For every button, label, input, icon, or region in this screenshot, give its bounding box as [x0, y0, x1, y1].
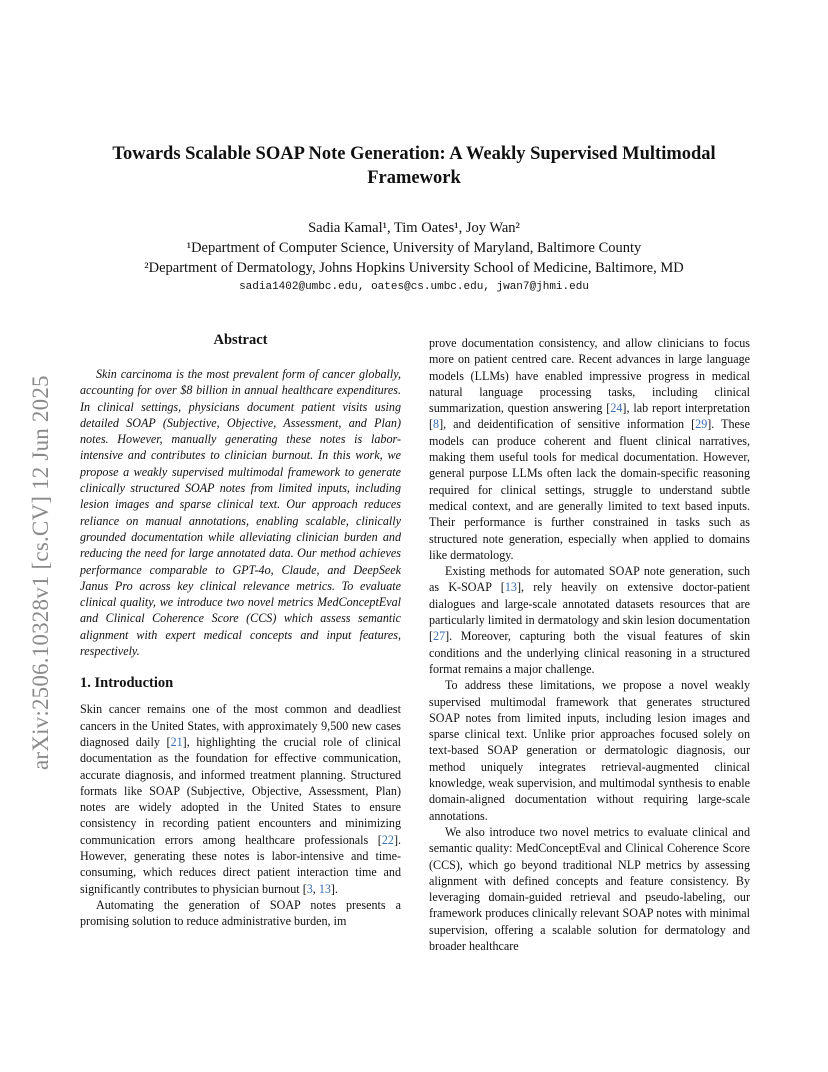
intro-paragraph-2-cont	[429, 335, 750, 563]
citation-link[interactable]: 8	[433, 417, 440, 432]
abstract-text: Skin carcinoma is the most prevalent form of cancer globally, accounting for over $8 billion in annual healthcare expenditures. In clinical settings, physicians document patient visits using detailed SOAP (Subjective, Objective, Assessment, and Plan) notes. However, manually generating these notes is labor-intensive and contributes to clinician burnout. In this work, we propose a weakly supervised multimodal framework to generate clinically structured SOAP notes from limited inputs, including lesion images and sparse clinical text. Our approach reduces reliance on manual annotations, enabling scalable, clinically grounded documentation while alleviating clinician burden and reducing the need for large annotated data. Our method achieves performance comparable to GPT-4o, Claude, and DeepSeek Janus Pro across key clinical relevance metrics. To evaluate clinical quality, we introduce two novel metrics MedConceptEval and Clinical Coherence Score (CCS) which assess semantic alignment with expert medical concepts and input features, respectively.	[80, 367, 401, 659]
citation-link[interactable]: 13	[504, 580, 517, 595]
citation-link[interactable]: 27	[433, 629, 446, 644]
arxiv-id: arXiv:2506.10328v1 [cs.CV] 12 Jun 2025	[28, 375, 53, 770]
intro-paragraph-3	[429, 563, 750, 677]
citation-link[interactable]: 22	[381, 832, 394, 847]
text-span: ]. However, generating these notes is labor-intensive and time-consuming, which reduces direct patient interaction time and significantly contributes to physician burnout [	[80, 832, 401, 896]
intro-paragraph-2: Automating the generation of SOAP notes presents a promising solution to reduce administrative burden, im	[80, 897, 401, 929]
author-block	[80, 218, 748, 278]
text-span: ], and deidentification of sensitive information [	[439, 417, 696, 432]
citation-link[interactable]: 29	[695, 417, 708, 432]
text-span: Existing methods for automated SOAP note generation, such as K-SOAP [	[429, 564, 750, 595]
abstract-heading: Abstract	[213, 332, 268, 348]
left-column	[80, 330, 401, 930]
citation-link[interactable]: 21	[170, 734, 183, 749]
text-span: ], rely heavily on extensive doctor-patient dialogues and large-scale annotated datasets resources that are particularly limited in dermatology and skin lesion documentation [	[429, 580, 750, 644]
affiliation-1: ¹Department of Computer Science, University of Maryland, Baltimore County	[186, 240, 642, 256]
citation-link[interactable]: 3	[306, 881, 313, 896]
text-span: ]. Moreover, capturing both the visual features of skin conditions and the underlying clinical reasoning in a structured format remains a major challenge.	[429, 629, 750, 676]
section-heading-introduction: 1. Introduction	[80, 675, 174, 692]
affiliation-2: ²Department of Dermatology, Johns Hopkins University School of Medicine, Baltimore, MD	[144, 260, 684, 276]
citation-link[interactable]: 24	[610, 401, 623, 416]
citation-link[interactable]: 13	[318, 881, 331, 896]
text-span: ]. These models can produce coherent and fluent clinical narratives, making them useful tools for medical documentation. However, general purpose LLMs often lack the domain-specific reasoning required for clinical settings, struggle to understand subtle medical context, and are generally limited to text based inputs. Their performance is further constrained in tasks such as structured note generation, especially when applied to domains like dermatology.	[429, 417, 750, 562]
text-span: prove documentation consistency, and allow clinicians to focus more on patient centred care. Recent advances in large language models (LLMs) have enabled impressive progress in medical natural language processing tasks, including clinical summarization, question answering [	[429, 336, 750, 416]
author-emails: sadia1402@umbc.edu, oates@cs.umbc.edu, jwan7@jhmi.edu	[239, 281, 589, 293]
text-span: Skin cancer remains one of the most common and deadliest cancers in the United States, with approximately 9,500 new cases diagnosed daily [	[80, 702, 401, 749]
arxiv-stamp	[24, 300, 54, 770]
text-span: ].	[330, 881, 338, 896]
text-span: ], lab report interpretation [	[429, 401, 750, 432]
text-span: ], highlighting the crucial role of clinical documentation as the foundation for effective communication, accurate diagnosis, and informed treatment planning. Structured formats like SOAP (Subjective, Objective, Assessment, Plan) notes are widely adopted in the United States to ensure consistency in recording patient encounters and minimizing communication errors among healthcare professionals [	[80, 734, 401, 847]
paper-title: Towards Scalable SOAP Note Generation: A Weakly Supervised Multimodal Framework	[112, 144, 716, 188]
right-column	[429, 335, 750, 954]
author-names: Sadia Kamal¹, Tim Oates¹, Joy Wan²	[308, 220, 520, 236]
intro-paragraph-5: We also introduce two novel metrics to evaluate clinical and semantic quality: MedConceptEval and Clinical Coherence Score (CCS), which go beyond traditional NLP metrics by assessing alignment with defined concepts and feature consistency. By leveraging domain-guided retrieval and pseudo-labeling, our framework produces clinically relevant SOAP notes with minimal supervision, offering a scalable solution for dermatology and broader healthcare	[429, 824, 750, 953]
intro-paragraph-4: To address these limitations, we propose a novel weakly supervised multimodal framework that generates structured SOAP notes from limited inputs, including lesion images and sparse clinical text. Unlike prior approaches focused solely on text-based SOAP generation or dermatologic diagnosis, our method uniquely integrates retrieval-augmented clinical knowledge, weak supervision, and multimodal synthesis to enable domain-aligned documentation without requiring large-scale annotations.	[429, 678, 750, 823]
text-span: ,	[312, 881, 319, 896]
intro-paragraph-1	[80, 701, 401, 897]
